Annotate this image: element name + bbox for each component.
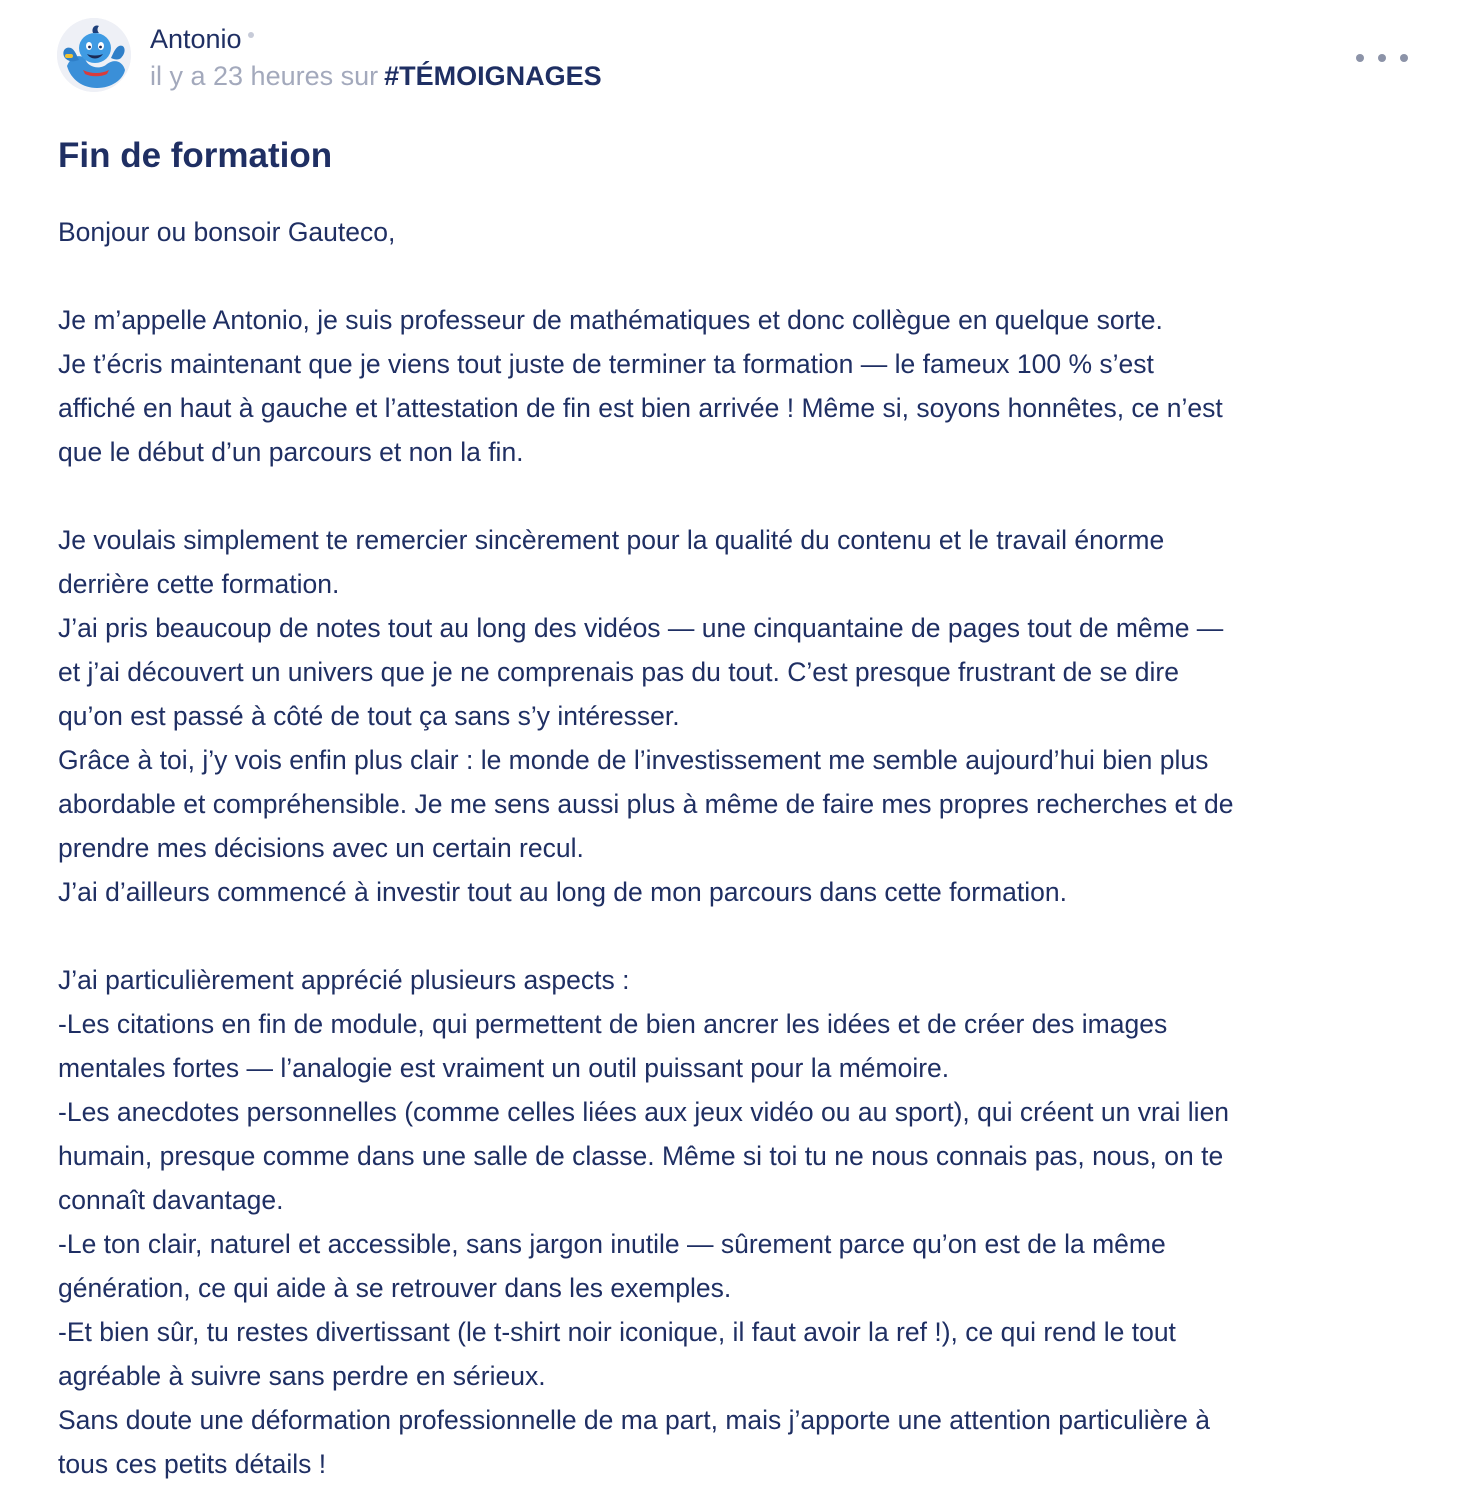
body-line: affiché en haut à gauche et l’attestation de fin est bien arrivée ! Même si, soyons honnêtes, ce n’est xyxy=(58,393,1223,423)
author-name[interactable]: Antonio xyxy=(150,24,242,54)
body-line: -Le ton clair, naturel et accessible, sans jargon inutile — sûrement parce qu’on est de la même xyxy=(58,1229,1166,1259)
body-line: Je voulais simplement te remercier sincèrement pour la qualité du contenu et le travail énorme xyxy=(58,525,1165,555)
more-options-icon xyxy=(1356,54,1364,62)
body-line: -Et bien sûr, tu restes divertissant (le t-shirt noir iconique, il faut avoir la ref !), ce qui rend le tout xyxy=(58,1317,1176,1347)
body-line: -Les anecdotes personnelles (comme celles liées aux jeux vidéo ou au sport), qui créent un vrai lien xyxy=(58,1097,1230,1127)
channel-link[interactable]: #TÉMOIGNAGES xyxy=(384,61,602,91)
body-line: J’ai d’ailleurs commencé à investir tout au long de mon parcours dans cette formation. xyxy=(58,877,1067,907)
body-line: derrière cette formation. xyxy=(58,569,340,599)
body-line: J’ai pris beaucoup de notes tout au long des vidéos — une cinquantaine de pages tout de même — xyxy=(58,613,1224,643)
body-line: -Les citations en fin de module, qui permettent de bien ancrer les idées et de créer des images xyxy=(58,1009,1168,1039)
body-line: Je m’appelle Antonio, je suis professeur de mathématiques et donc collègue en quelque sorte. xyxy=(58,305,1163,335)
body-line: mentales fortes — l’analogie est vraiment un outil puissant pour la mémoire. xyxy=(58,1053,950,1083)
more-options-button[interactable] xyxy=(1356,44,1408,72)
body-line: prendre mes décisions avec un certain recul. xyxy=(58,833,584,863)
post-timestamp: il y a 23 heures sur xyxy=(150,61,379,91)
paragraph-break xyxy=(58,474,1408,518)
body-line: qu’on est passé à côté de tout ça sans s’y intéresser. xyxy=(58,701,680,731)
paragraph-break xyxy=(58,914,1408,958)
body-line: humain, presque comme dans une salle de classe. Même si toi tu ne nous connais pas, nous, on te xyxy=(58,1141,1224,1171)
author-line xyxy=(150,22,254,56)
body-line: que le début d’un parcours et non la fin. xyxy=(58,437,524,467)
post-meta xyxy=(150,59,602,93)
body-line: connaît davantage. xyxy=(58,1185,284,1215)
body-line: Grâce à toi, j’y vois enfin plus clair : le monde de l’investissement me semble aujourd’hui bien plus xyxy=(58,745,1209,775)
body-line: J’ai particulièrement apprécié plusieurs aspects : xyxy=(58,965,630,995)
body-line: agréable à suivre sans perdre en sérieux. xyxy=(58,1361,546,1391)
post-title: Fin de formation xyxy=(58,136,333,175)
paragraph-break xyxy=(58,254,1408,298)
genie-avatar-icon xyxy=(57,18,131,92)
body-line: tous ces petits détails ! xyxy=(58,1449,327,1479)
body-line: Je t’écris maintenant que je viens tout juste de terminer ta formation — le fameux 100 % s’est xyxy=(58,349,1154,379)
avatar[interactable] xyxy=(57,18,131,92)
body-line: Sans doute une déformation professionnelle de ma part, mais j’apporte une attention particulière à xyxy=(58,1405,1210,1435)
body-line: Bonjour ou bonsoir Gauteco, xyxy=(58,217,396,247)
presence-dot xyxy=(248,32,254,38)
body-line: abordable et compréhensible. Je me sens aussi plus à même de faire mes propres recherches et de xyxy=(58,789,1234,819)
body-line: et j’ai découvert un univers que je ne comprenais pas du tout. C’est presque frustrant de se dire xyxy=(58,657,1179,687)
post-body xyxy=(58,210,1408,1486)
body-line: génération, ce qui aide à se retrouver dans les exemples. xyxy=(58,1273,732,1303)
more-options-icon xyxy=(1378,54,1386,62)
more-options-icon xyxy=(1400,54,1408,62)
